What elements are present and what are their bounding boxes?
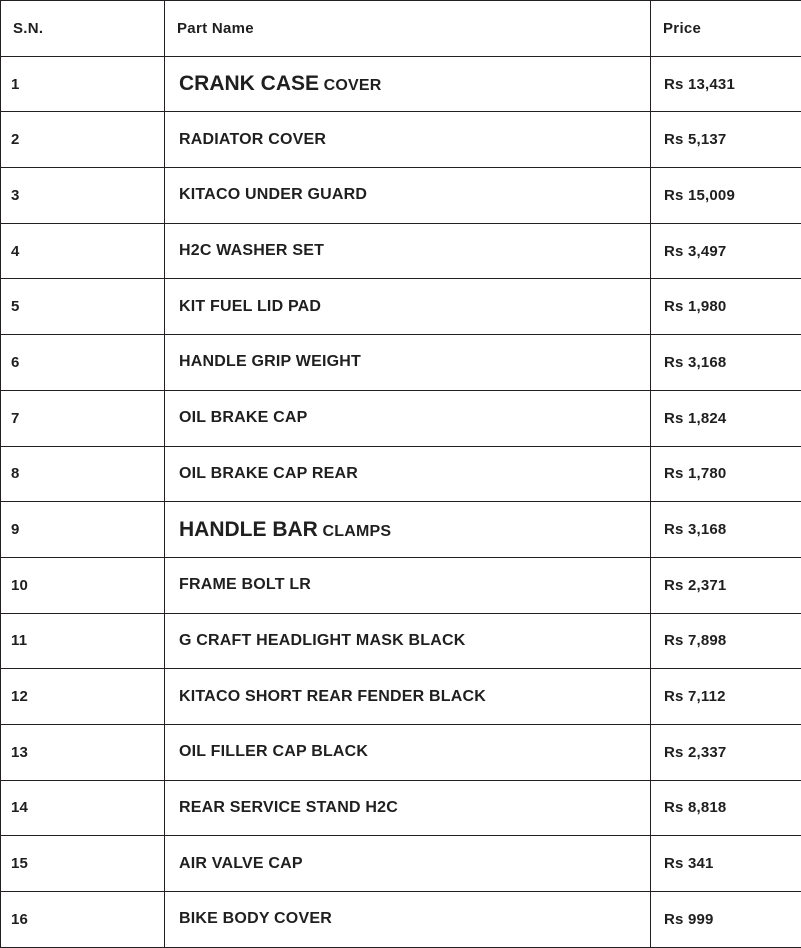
table-row (1, 279, 801, 335)
table-row (1, 112, 801, 168)
cell-serial-number: 6 (1, 335, 165, 391)
cell-serial-number: 12 (1, 669, 165, 725)
table-row (1, 836, 801, 892)
part-name-remainder: COVER (319, 77, 382, 94)
table-header (1, 1, 801, 57)
cell-part-name: H2C WASHER SET (165, 223, 651, 279)
cell-serial-number: 1 (1, 56, 165, 112)
cell-serial-number: 9 (1, 502, 165, 558)
cell-price: Rs 3,168 (651, 502, 801, 558)
cell-serial-number: 3 (1, 168, 165, 224)
cell-price: Rs 1,980 (651, 279, 801, 335)
cell-price: Rs 2,371 (651, 557, 801, 613)
cell-part-name: REAR SERVICE STAND H2C (165, 780, 651, 836)
cell-part-name: OIL FILLER CAP BLACK (165, 724, 651, 780)
cell-price: Rs 341 (651, 836, 801, 892)
cell-part-name: KIT FUEL LID PAD (165, 279, 651, 335)
cell-part-name (165, 56, 651, 112)
table-row (1, 446, 801, 502)
cell-part-name: KITACO UNDER GUARD (165, 168, 651, 224)
table-body (1, 56, 801, 947)
cell-serial-number: 8 (1, 446, 165, 502)
cell-part-name: BIKE BODY COVER (165, 892, 651, 948)
cell-price: Rs 7,112 (651, 669, 801, 725)
part-name-remainder: CLAMPS (318, 523, 391, 540)
cell-serial-number: 16 (1, 892, 165, 948)
table-row (1, 56, 801, 112)
cell-serial-number: 2 (1, 112, 165, 168)
table-row (1, 335, 801, 391)
table-row (1, 892, 801, 948)
cell-serial-number: 13 (1, 724, 165, 780)
cell-price: Rs 7,898 (651, 613, 801, 669)
part-name-emphasis: CRANK CASE (179, 72, 319, 95)
cell-price: Rs 999 (651, 892, 801, 948)
cell-part-name: RADIATOR COVER (165, 112, 651, 168)
table-row (1, 669, 801, 725)
table-row (1, 223, 801, 279)
column-header-sn: S.N. (1, 1, 165, 57)
table-row (1, 613, 801, 669)
cell-price: Rs 5,137 (651, 112, 801, 168)
cell-price: Rs 3,497 (651, 223, 801, 279)
cell-part-name: KITACO SHORT REAR FENDER BLACK (165, 669, 651, 725)
cell-price: Rs 8,818 (651, 780, 801, 836)
cell-serial-number: 14 (1, 780, 165, 836)
cell-price: Rs 2,337 (651, 724, 801, 780)
cell-price: Rs 13,431 (651, 56, 801, 112)
cell-serial-number: 10 (1, 557, 165, 613)
cell-price: Rs 3,168 (651, 335, 801, 391)
table-row (1, 780, 801, 836)
column-header-part-name: Part Name (165, 1, 651, 57)
cell-part-name: OIL BRAKE CAP (165, 390, 651, 446)
table-row (1, 502, 801, 558)
cell-serial-number: 11 (1, 613, 165, 669)
table-header-row (1, 1, 801, 57)
cell-serial-number: 7 (1, 390, 165, 446)
cell-serial-number: 4 (1, 223, 165, 279)
cell-price: Rs 1,824 (651, 390, 801, 446)
cell-price: Rs 1,780 (651, 446, 801, 502)
part-name-emphasis: HANDLE BAR (179, 518, 318, 541)
table-row (1, 168, 801, 224)
cell-serial-number: 5 (1, 279, 165, 335)
cell-part-name (165, 502, 651, 558)
table-row (1, 390, 801, 446)
cell-part-name: AIR VALVE CAP (165, 836, 651, 892)
cell-part-name: OIL BRAKE CAP REAR (165, 446, 651, 502)
table-row (1, 724, 801, 780)
cell-part-name: HANDLE GRIP WEIGHT (165, 335, 651, 391)
cell-part-name: G CRAFT HEADLIGHT MASK BLACK (165, 613, 651, 669)
column-header-price: Price (651, 1, 801, 57)
table-row (1, 557, 801, 613)
cell-serial-number: 15 (1, 836, 165, 892)
cell-price: Rs 15,009 (651, 168, 801, 224)
cell-part-name: FRAME BOLT LR (165, 557, 651, 613)
